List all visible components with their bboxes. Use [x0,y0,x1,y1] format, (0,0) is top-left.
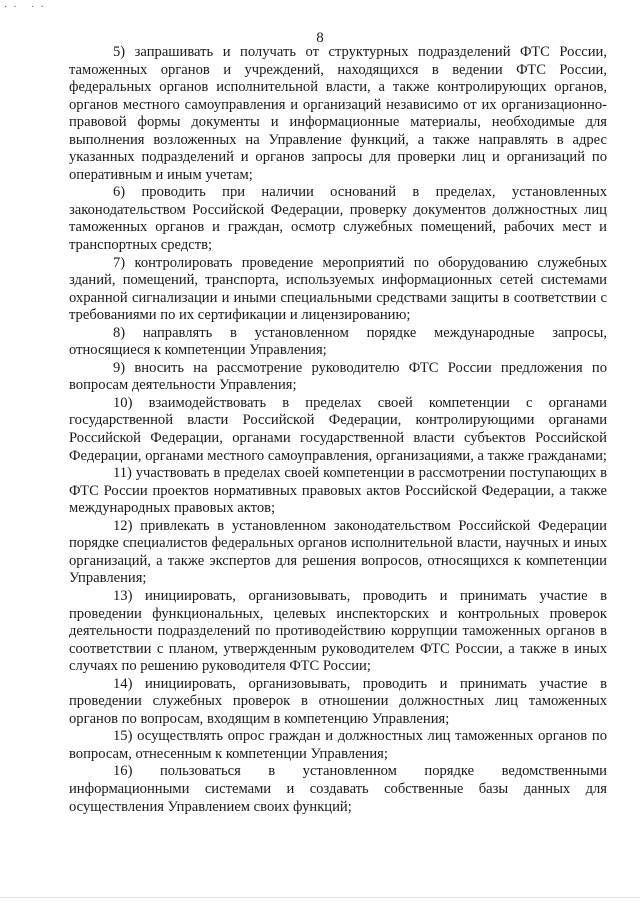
paragraph-item-16: 16) пользоваться в установленном порядке ведомственными информационными системами и создавать собственные базы данных для осуществления Управлением своих функций; [69,763,607,815]
paragraph-item-9: 9) вносить на рассмотрение руководителю ФТС России предложения по вопросам деятельности Управления; [69,359,607,394]
paragraph-item-6: 6) проводить при наличии оснований в пределах, установленных законодательством Российской Федерации, проверку документов должностных лиц таможенных органов и граждан, осмотр служебных помещений, рабочих мест и транспортных средств; [69,184,607,254]
paragraph-item-8: 8) направлять в установленном порядке международные запросы, относящиеся к компетенции Управления; [69,324,607,359]
paragraph-item-10: 10) взаимодействовать в пределах своей компетенции с органами государственной власти Российской Федерации, контролирующими органами Российской Федерации, органами государственной власти субъектов Российской Федерации, органами местного самоуправления, организациями, а также гражданами; [69,394,607,464]
document-body [69,44,607,816]
page-number: 8 [316,30,324,46]
scan-artifact-marks: ·· ·· [4,2,50,13]
paragraph-item-14: 14) инициировать, организовывать, проводить и принимать участие в проведении служебных проверок в отношении должностных лиц таможенных органов по вопросам, входящим в компетенцию Управления; [69,675,607,727]
paragraph-item-5: 5) запрашивать и получать от структурных подразделений ФТС России, таможенных органов и учреждений, находящихся в ведении ФТС России, федеральных органов исполнительной власти, а также контролирующих органов, органов местного самоуправления и организаций независимо от их организационно-правовой формы документы и информационные материалы, необходимые для выполнения возложенных на Управление функций, а также направлять в адрес указанных подразделений и органов запросы для проверки лиц и организаций по оперативным и иным учетам; [69,44,607,183]
paragraph-item-7: 7) контролировать проведение мероприятий по оборудованию служебных зданий, помещений, транспорта, используемых информационных сетей системами охранной сигнализации и иными специальными средствами защиты в соответствии с требованиями по их сертификации и лицензированию; [69,254,607,324]
paragraph-item-15: 15) осуществлять опрос граждан и должностных лиц таможенных органов по вопросам, отнесенным к компетенции Управления; [69,728,607,762]
scan-bottom-edge [0,897,640,898]
paragraph-item-11: 11) участвовать в пределах своей компетенции в рассмотрении поступающих в ФТС России проектов нормативных правовых актов Российской Федерации, а также международных правовых актов; [69,465,607,517]
paragraph-item-13: 13) инициировать, организовывать, проводить и принимать участие в проведении функциональных, целевых инспекторских и контрольных проверок деятельности подразделений по противодействию коррупции таможенных органов в соответствии с планом, утвержденным руководителем ФТС России, а также в иных случаях по решению руководителя ФТС России; [69,587,607,675]
paragraph-item-12: 12) привлекать в установленном законодательством Российской Федерации порядке специалистов федеральных органов исполнительной власти, научных и иных организаций, а также экспертов для решения вопросов, относящихся к компетенции Управления; [69,517,607,587]
